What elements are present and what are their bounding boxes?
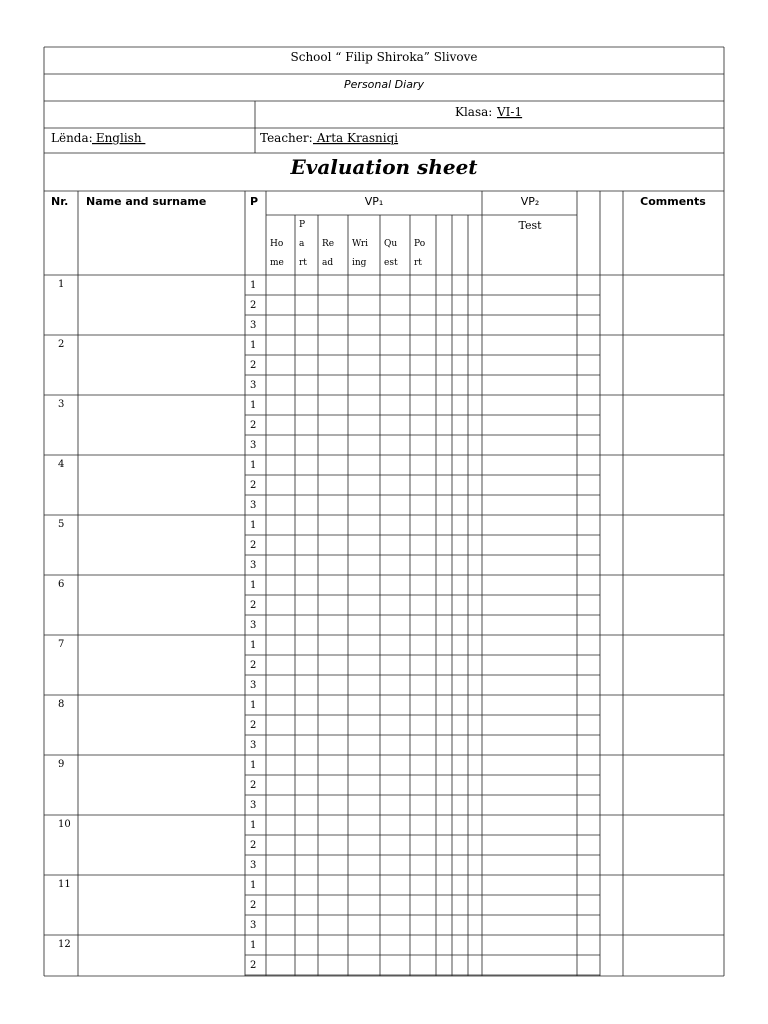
period-number: 2 — [250, 720, 257, 731]
period-number: 1 — [250, 580, 257, 591]
vp1-subheader-text: Po — [414, 239, 426, 249]
vp1-subheader-text: Re — [322, 239, 335, 249]
student-number: 12 — [58, 939, 71, 950]
vp1-subheaders — [270, 220, 425, 268]
vp1-subheader-text: ing — [352, 258, 367, 268]
period-number: 2 — [250, 780, 257, 791]
period-number: 1 — [250, 940, 257, 951]
document-subtitle: Personal Diary — [344, 78, 424, 91]
period-number: 1 — [250, 760, 257, 771]
period-number: 2 — [250, 840, 257, 851]
period-number: 1 — [250, 640, 257, 651]
period-number: 1 — [250, 820, 257, 831]
student-number: 8 — [58, 699, 65, 710]
lenda-label: Lënda: — [51, 131, 93, 145]
student-number: 10 — [58, 819, 71, 830]
period-number: 2 — [250, 540, 257, 551]
period-number: 2 — [250, 480, 257, 491]
period-number: 1 — [250, 280, 257, 291]
col-header-vp2: VP₂ — [520, 195, 540, 208]
period-number: 3 — [250, 800, 257, 811]
student-number: 9 — [58, 759, 65, 770]
col-header-test: Test — [518, 219, 542, 232]
vp1-subheader-text: rt — [414, 258, 422, 268]
period-number: 1 — [250, 400, 257, 411]
table-grid — [44, 47, 724, 976]
period-number: 3 — [250, 380, 257, 391]
period-number: 1 — [250, 460, 257, 471]
teacher-label: Teacher: — [260, 131, 313, 145]
period-number: 1 — [250, 520, 257, 531]
period-number: 2 — [250, 960, 257, 971]
period-number: 2 — [250, 360, 257, 371]
school-name: School “ Filip Shiroka” Slivove — [290, 50, 478, 64]
lenda-value: English — [92, 131, 146, 145]
period-number: 3 — [250, 680, 257, 691]
vp1-subheader-text: me — [270, 258, 284, 268]
period-number: 2 — [250, 300, 257, 311]
teacher-value: Arta Krasniqi — [313, 131, 399, 145]
vp1-subheader-text: Qu — [384, 239, 398, 249]
col-header-p: P — [250, 195, 259, 208]
period-number: 3 — [250, 920, 257, 931]
period-number: 3 — [250, 560, 257, 571]
period-number: 3 — [250, 320, 257, 331]
student-number: 1 — [58, 279, 65, 290]
period-number: 3 — [250, 620, 257, 631]
student-number: 6 — [58, 579, 65, 590]
student-rows — [58, 279, 256, 971]
period-number: 2 — [250, 900, 257, 911]
klasa-value: VI-1 — [497, 105, 523, 119]
vp1-subheader-text: est — [384, 258, 398, 268]
vp1-subheader-text: Ho — [270, 239, 284, 249]
period-number: 3 — [250, 500, 257, 511]
student-number: 11 — [58, 879, 71, 890]
col-header-name: Name and surname — [86, 195, 207, 208]
student-number: 3 — [58, 399, 65, 410]
klasa-label: Klasa: — [455, 105, 493, 119]
period-number: 2 — [250, 660, 257, 671]
period-number: 3 — [250, 440, 257, 451]
period-number: 3 — [250, 860, 257, 871]
period-number: 1 — [250, 340, 257, 351]
vp1-subheader-text: rt — [299, 258, 307, 268]
col-header-vp1: VP₁ — [364, 195, 384, 208]
vp1-subheader-text: Wri — [352, 239, 369, 249]
period-number: 2 — [250, 600, 257, 611]
period-number: 3 — [250, 740, 257, 751]
vp1-subheader-text: a — [299, 239, 305, 249]
student-number: 4 — [58, 459, 65, 470]
student-number: 5 — [58, 519, 65, 530]
period-number: 1 — [250, 880, 257, 891]
period-number: 2 — [250, 420, 257, 431]
vp1-subheader-text: ad — [322, 258, 334, 268]
col-header-comments: Comments — [640, 195, 706, 208]
col-header-nr: Nr. — [51, 195, 69, 208]
student-number: 2 — [58, 339, 65, 350]
vp1-subheader-text: P — [299, 220, 306, 230]
period-number: 1 — [250, 700, 257, 711]
student-number: 7 — [58, 639, 65, 650]
page-title: Evaluation sheet — [290, 155, 478, 179]
